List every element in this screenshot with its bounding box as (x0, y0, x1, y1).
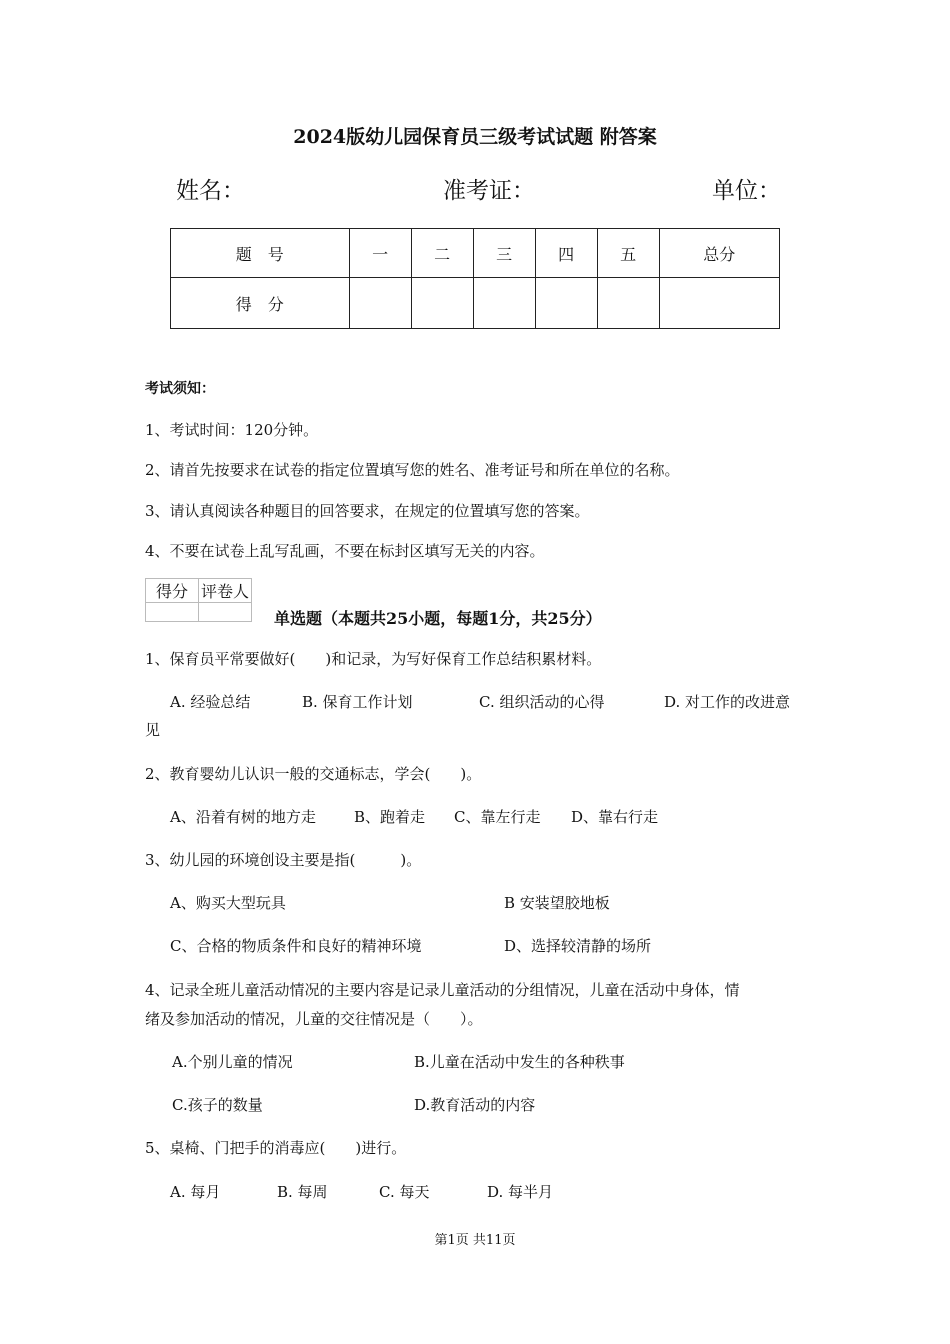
score-header-cell: 三 (473, 229, 535, 278)
option-d: D.教育活动的内容 (414, 1096, 536, 1114)
score-table-score-row (171, 278, 780, 329)
score-header-cell: 一 (349, 229, 411, 278)
option-d: D. 每半月 (487, 1183, 554, 1201)
option-a: A. 经验总结 (170, 693, 251, 711)
score-header-cell: 四 (535, 229, 597, 278)
score-table (170, 228, 780, 329)
page-number: 第1页 共11页 (434, 1233, 516, 1248)
grader-score-cell[interactable] (146, 603, 199, 622)
score-header-cell: 总分 (659, 229, 779, 278)
option-b: B、跑着走 (354, 808, 426, 826)
score-header-cell: 五 (597, 229, 659, 278)
option-d-wrap: 见 (145, 721, 161, 739)
note-item: 1、考试时间：120分钟。 (145, 421, 319, 439)
option-a: A、沿着有树的地方走 (170, 808, 316, 826)
score-header-cell: 题 号 (171, 229, 350, 278)
option-c: C. 组织活动的心得 (479, 693, 605, 711)
name-field-label: 姓名： (176, 178, 245, 204)
option-c: C、靠左行走 (454, 808, 541, 826)
question-stem: 4、记录全班儿童活动情况的主要内容是记录儿童活动的分组情况，儿童在活动中身体，情 (145, 981, 740, 999)
note-item: 3、请认真阅读各种题目的回答要求，在规定的位置填写您的答案。 (145, 502, 590, 520)
page-title: 2024版幼儿园保育员三级考试试题 附答案 (293, 126, 657, 148)
score-cell[interactable] (535, 278, 597, 329)
option-a: A. 每月 (170, 1183, 221, 1201)
score-cell[interactable] (659, 278, 779, 329)
score-cell[interactable] (411, 278, 473, 329)
option-b: B. 每周 (277, 1183, 328, 1201)
grader-box (145, 578, 252, 622)
score-table-header-row (171, 229, 780, 278)
score-cell[interactable] (349, 278, 411, 329)
score-cell[interactable] (473, 278, 535, 329)
question-stem: 3、幼儿园的环境创设主要是指( )。 (145, 851, 422, 869)
score-row-label: 得 分 (171, 278, 350, 329)
section-title: 单选题（本题共25小题，每题1分，共25分） (274, 609, 602, 628)
option-b: B 安装望胶地板 (504, 894, 610, 912)
option-c: C、合格的物质条件和良好的精神环境 (170, 937, 422, 955)
question-stem: 2、教育婴幼儿认识一般的交通标志，学会( )。 (145, 765, 482, 783)
option-d: D. 对工作的改进意 (664, 693, 791, 711)
exam-id-field-label: 准考证： (443, 178, 535, 204)
question-stem: 5、桌椅、门把手的消毒应( )进行。 (145, 1139, 407, 1157)
unit-field-label: 单位： (712, 178, 781, 204)
option-a: A、购买大型玩具 (170, 894, 286, 912)
option-b: B.儿童在活动中发生的各种秩事 (414, 1053, 625, 1071)
note-item: 4、不要在试卷上乱写乱画，不要在标封区填写无关的内容。 (145, 542, 545, 560)
question-stem-continued: 绪及参加活动的情况，儿童的交往情况是（ ）。 (145, 1010, 483, 1028)
option-c: C.孩子的数量 (172, 1096, 263, 1114)
note-item: 2、请首先按要求在试卷的指定位置填写您的姓名、准考证号和所在单位的名称。 (145, 461, 680, 479)
grader-name-label: 评卷人 (199, 579, 252, 603)
option-d: D、靠右行走 (571, 808, 659, 826)
option-a: A.个别儿童的情况 (172, 1053, 293, 1071)
grader-score-label: 得分 (146, 579, 199, 603)
grader-name-cell[interactable] (199, 603, 252, 622)
score-header-cell: 二 (411, 229, 473, 278)
option-d: D、选择较清静的场所 (504, 937, 652, 955)
option-c: C. 每天 (379, 1183, 430, 1201)
notes-title: 考试须知： (145, 381, 215, 397)
score-cell[interactable] (597, 278, 659, 329)
option-b: B. 保育工作计划 (302, 693, 413, 711)
question-stem: 1、保育员平常要做好( )和记录，为写好保育工作总结积累材料。 (145, 650, 602, 668)
